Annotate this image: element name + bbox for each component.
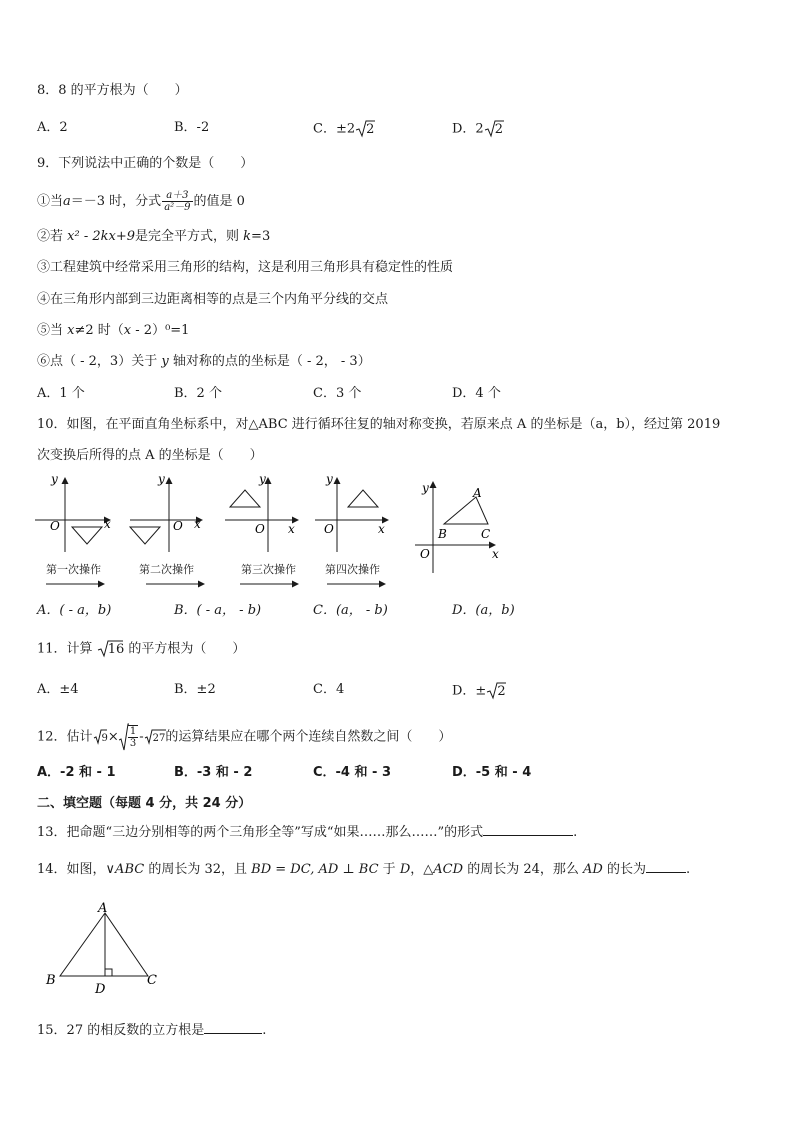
x-label: x xyxy=(104,517,111,531)
origin-label: O xyxy=(173,519,183,533)
q10-option-d: D．(a，b) xyxy=(452,603,515,618)
q9-statement-3: ③工程建筑中经常采用三角形的结构，这是利用三角形具有稳定性的性质 xyxy=(37,260,454,275)
q9-statement-2: ②若 x² - 2kx+9是完全平方式，则 k=3 xyxy=(37,229,271,244)
point-b-label: B xyxy=(438,527,447,541)
q12-option-c: C．-4 和 - 3 xyxy=(313,765,392,780)
x-label: x xyxy=(194,517,201,531)
y-label: y xyxy=(259,472,266,486)
q9-option-c: C．3 个 xyxy=(313,386,362,401)
vertex-a-label: A xyxy=(98,901,108,916)
fraction: $\frac{1}{3}$ xyxy=(129,726,137,749)
answer-blank xyxy=(483,821,573,836)
caption-3: 第三次操作 xyxy=(241,563,296,576)
q9-statement-1: ①当a＝－3 时，分式 $\frac{a+3}{\text{a²－9}}$ 的值是 0 xyxy=(37,190,245,213)
q11-option-a: A．±4 xyxy=(37,682,79,697)
q9-statement-5: ⑤当 x≠2 时（x - 2）⁰=1 xyxy=(37,323,190,338)
q9-option-a: A．1 个 xyxy=(37,386,85,401)
panel-4 xyxy=(315,472,388,552)
point-a-label: A xyxy=(473,486,482,500)
q9-option-d: D．4 个 xyxy=(452,386,501,401)
y-label: y xyxy=(422,481,429,495)
y-label: y xyxy=(51,472,58,486)
q11-option-c: C．4 xyxy=(313,682,345,697)
panel-original xyxy=(415,481,499,573)
q12-option-b: B．-3 和 - 2 xyxy=(174,765,253,780)
q8-option-b: B．-2 xyxy=(174,120,210,135)
caption-4: 第四次操作 xyxy=(325,563,380,576)
q10-option-c: C．(a， - b) xyxy=(313,603,388,618)
x-label: x xyxy=(288,522,295,536)
q11-option-b: B．±2 xyxy=(174,682,216,697)
q8-stem: 8．8 的平方根为（ ） xyxy=(37,83,188,98)
panel-3 xyxy=(225,472,298,552)
q10-option-a: A．( - a，b) xyxy=(37,603,112,618)
q8-option-a: A．2 xyxy=(37,120,68,135)
answer-blank xyxy=(204,1019,262,1034)
q11-option-d: D．± 2 xyxy=(452,681,506,701)
section-heading: 二、填空题（每题 4 分，共 24 分） xyxy=(37,796,252,811)
x-label: x xyxy=(378,522,385,536)
caption-1: 第一次操作 xyxy=(46,563,101,576)
answer-blank xyxy=(646,858,686,873)
y-label: y xyxy=(158,472,165,486)
q9-stem: 9．下列说法中正确的个数是（ ） xyxy=(37,156,254,171)
panel-1 xyxy=(35,472,111,552)
q13-stem: 13．把命题“三边分别相等的两个三角形全等”写成“如果……那么……”的形式 . xyxy=(37,821,577,842)
point-d-label: D xyxy=(95,982,106,997)
point-c-label: C xyxy=(481,527,491,541)
y-label: y xyxy=(326,472,333,486)
origin-label: O xyxy=(420,547,430,561)
q14-stem: 14．如图，∨ABC 的周长为 32，且 BD = DC, AD ⊥ BC 于 D，△ACD 的周长为 24，那么 AD 的长为 . xyxy=(37,858,690,879)
x-label: x xyxy=(492,547,499,561)
q9-statement-4: ④在三角形内部到三边距离相等的点是三个内角平分线的交点 xyxy=(37,292,389,307)
caption-2: 第二次操作 xyxy=(139,563,194,576)
q9-statement-6: ⑥点（ - 2，3）关于 y 轴对称的点的坐标是（ - 2， - 3） xyxy=(37,354,371,369)
fraction: $\frac{a+3}{\text{a²－9}}$ xyxy=(164,190,191,213)
q9-option-b: B．2 个 xyxy=(174,386,222,401)
vertex-b-label: B xyxy=(46,973,56,988)
origin-label: O xyxy=(50,519,60,533)
q8-option-d: D．2 2 xyxy=(452,119,503,139)
q12-stem: 12．估计 9× $\frac{1}{3}$ - 27的运算结果应在哪个两个连续自然数之间（ ） xyxy=(37,722,451,752)
origin-label: O xyxy=(255,522,265,536)
q12-option-d: D．-5 和 - 4 xyxy=(452,765,532,780)
origin-label: O xyxy=(324,522,334,536)
q14-triangle-figure xyxy=(40,898,170,998)
q8-option-c: C．±2 2 xyxy=(313,119,374,139)
q11-stem: 11．计算 16 的平方根为（ ） xyxy=(37,639,245,659)
q10-stem-line-2: 次变换后所得的点 A 的坐标是（ ） xyxy=(37,448,263,463)
panel-2 xyxy=(130,472,202,552)
q10-stem-line-1: 10．如图，在平面直角坐标系中，对△ABC 进行循环往复的轴对称变换，若原来点 A 的坐标是（a，b），经过第 2019 xyxy=(37,417,721,432)
vertex-c-label: C xyxy=(147,973,157,988)
q10-option-b: B．( - a， - b) xyxy=(174,603,262,618)
q15-stem: 15．27 的相反数的立方根是 . xyxy=(37,1019,266,1040)
q12-option-a: A．-2 和 - 1 xyxy=(37,765,116,780)
